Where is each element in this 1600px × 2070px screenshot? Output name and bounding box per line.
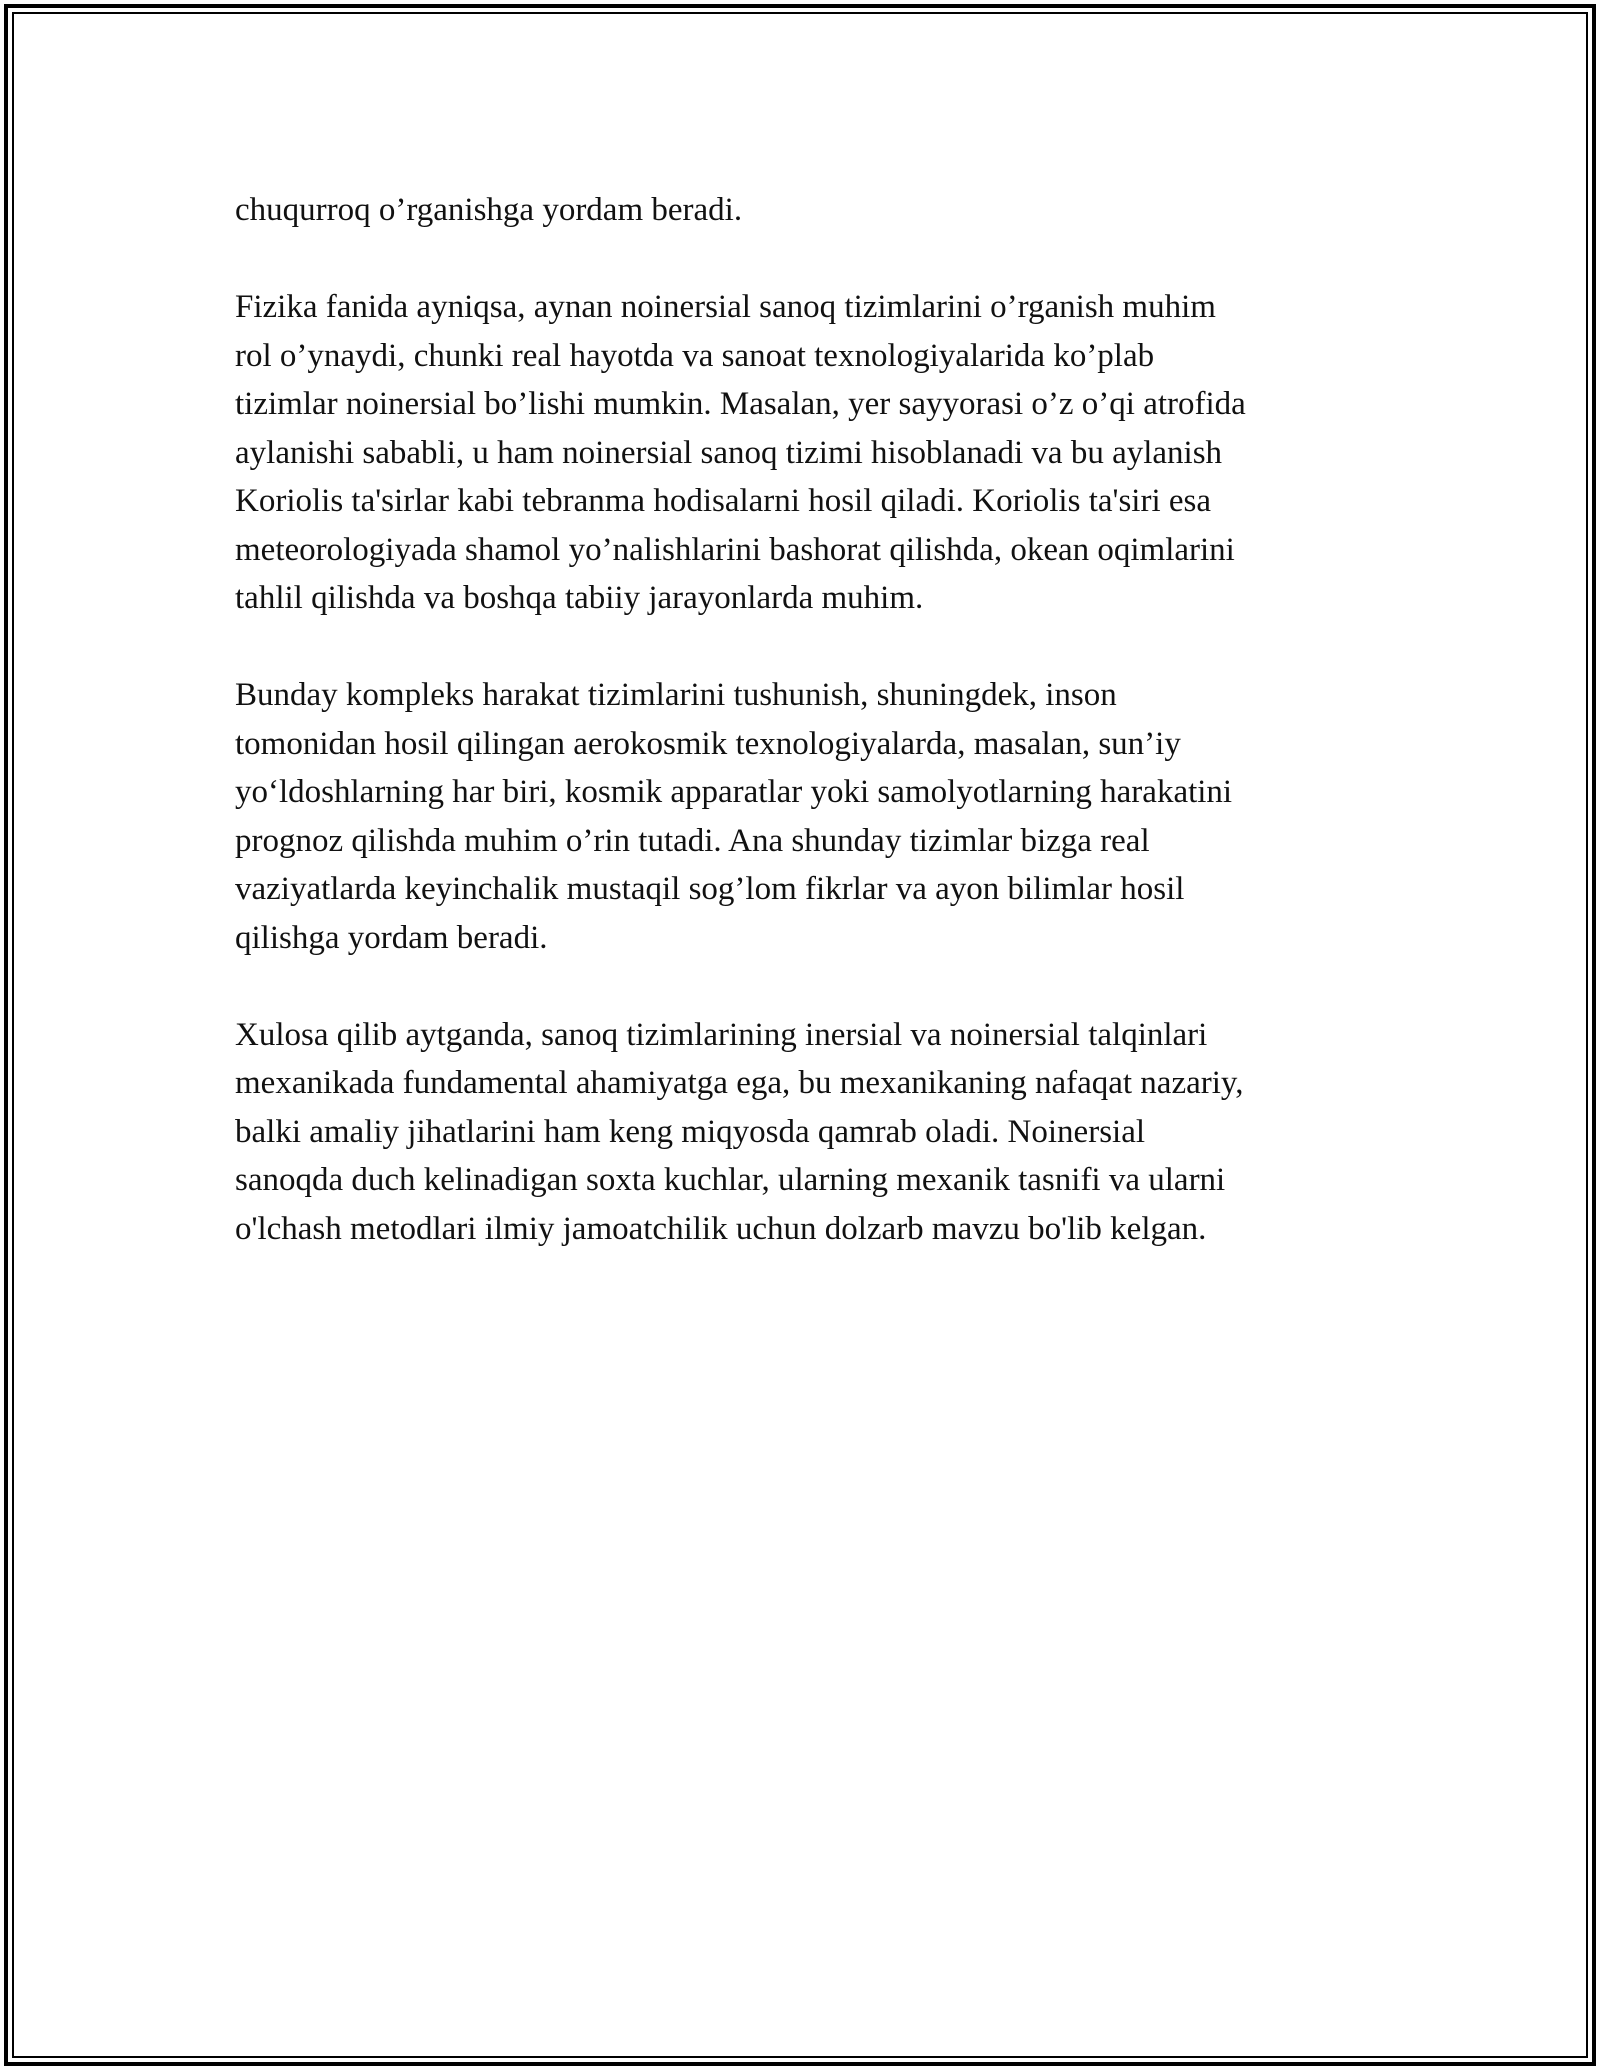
paragraph-aerospace-applications: Bunday kompleks harakat tizimlarini tushunish, shuningdek, inson tomonidan hosil qilingan aerokosmik texnologiyalarda, masalan, sun’iy yo‘ldoshlarning har biri, kosmik apparatlar yoki samolyotlarning harakatini prognoz qilishda muhim o’rin tutadi. Ana shunday tizimlar bizga real vaziyatlarda keyinchalik mustaqil sog’lom fikrlar va ayon bilimlar hosil qilishga yordam beradi. [235,677,1233,956]
document-body [235,186,1385,1302]
paragraph-continuation: chuqurroq o’rganishga yordam beradi. [235,192,743,228]
paragraph-noninertial-frames: Fizika fanida ayniqsa, aynan noinersial sanoq tizimlarini o’rganish muhim rol o’ynaydi, chunki real hayotda va sanoat texnologiyalarida ko’plab tizimlar noinersial bo’lishi mumkin. Masalan, yer sayyorasi o’z o’qi atrofida aylanishi sababli, u ham noinersial sanoq tizimi hisoblanadi va bu aylanish Koriolis ta'sirlar kabi tebranma hodisalarni hosil qiladi. Koriolis ta'siri esa meteorologiyada shamol yo’nalishlarini bashorat qilishda, okean oqimlarini tahlil qilishda va boshqa tabiiy jarayonlarda muhim. [235,289,1246,616]
paragraph-conclusion: Xulosa qilib aytganda, sanoq tizimlarining inersial va noinersial talqinlari mexanikada fundamental ahamiyatga ega, bu mexanikaning nafaqat nazariy, balki amaliy jihatlarini ham keng miqyosda qamrab oladi. Noinersial sanoqda duch kelinadigan soxta kuchlar, ularning mexanik tasnifi va ularni o'lchash metodlari ilmiy jamoatchilik uchun dolzarb mavzu bo'lib kelgan. [235,1016,1244,1247]
